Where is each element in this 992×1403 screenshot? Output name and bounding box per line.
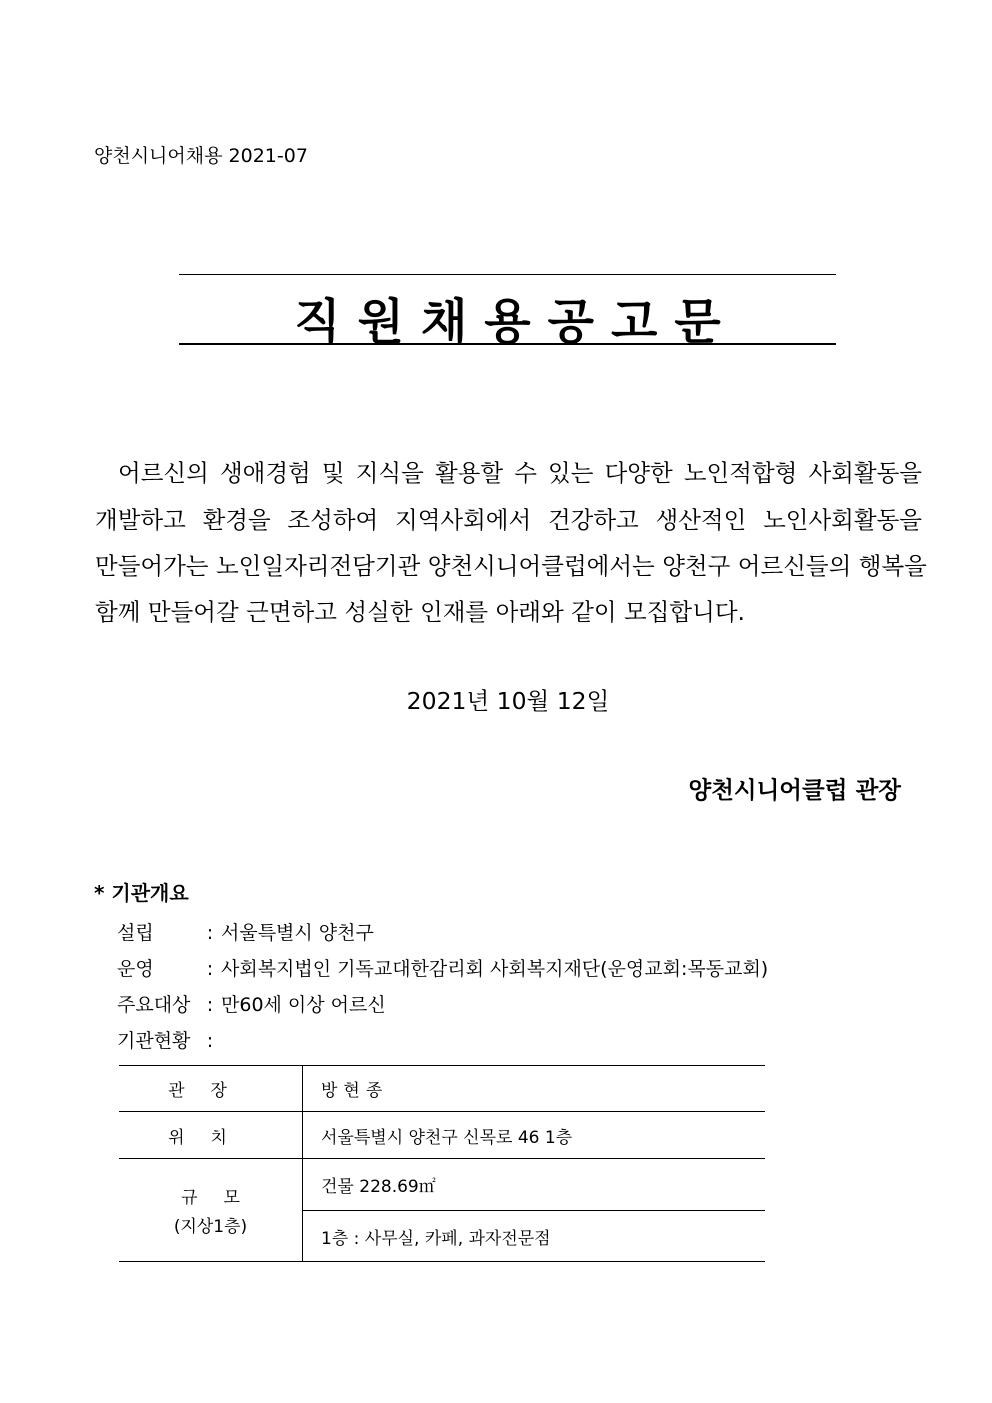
table-key: 위치 <box>119 1112 303 1159</box>
document-title: 직원채용공고문 <box>294 294 738 350</box>
intro-line-4: 함께 만들어갈 근면하고 성실한 인재를 아래와 같이 모집합니다. <box>95 598 745 626</box>
table-row <box>119 1066 765 1112</box>
info-separator: : <box>206 958 214 980</box>
title-bottom-rule <box>179 343 836 345</box>
signature: 양천시니어클럽 관장 <box>688 776 901 804</box>
info-row-status <box>117 1026 221 1053</box>
section-heading: * 기관개요 <box>94 881 189 905</box>
info-value: 만60세 이상 어르신 <box>221 994 386 1016</box>
organization-table <box>119 1065 765 1262</box>
info-label: 운영 <box>117 958 154 980</box>
info-separator: : <box>206 1030 214 1052</box>
info-row-target <box>117 990 386 1017</box>
info-row-established <box>117 918 374 945</box>
info-separator: : <box>206 922 214 944</box>
table-value: 서울특별시 양천구 신목로 46 1층 <box>303 1112 766 1159</box>
info-label: 기관현황 <box>117 1030 191 1052</box>
intro-line-2: 개발하고 환경을 조성하여 지역사회에서 건강하고 생산적인 노인사회활동을 <box>95 506 922 534</box>
info-label: 주요대상 <box>117 994 191 1016</box>
table-value: 건물 228.69㎡ <box>303 1159 766 1211</box>
table-row <box>119 1112 765 1159</box>
announcement-date: 2021년 10월 12일 <box>406 687 610 715</box>
intro-line-1: 어르신의 생애경험 및 지식을 활용할 수 있는 다양한 노인적합형 사회활동을 <box>118 459 922 487</box>
table-key: 관장 <box>119 1066 303 1112</box>
table-key: 규모 (지상1층) <box>119 1159 303 1262</box>
info-value: 사회복지법인 기독교대한감리회 사회복지재단(운영교회:목동교회) <box>221 958 769 980</box>
info-row-operator <box>117 954 768 981</box>
intro-line-3: 만들어가는 노인일자리전담기관 양천시니어클럽에서는 양천구 어르신들의 행복을 <box>95 552 927 580</box>
table-row <box>119 1159 765 1211</box>
table-value: 방현종 <box>303 1066 766 1112</box>
info-value: 서울특별시 양천구 <box>221 922 374 944</box>
table-value: 1층 : 사무실, 카페, 과자전문점 <box>303 1211 766 1262</box>
title-top-rule <box>179 274 836 275</box>
document-number: 양천시니어채용 2021-07 <box>94 145 308 167</box>
info-separator: : <box>206 994 214 1016</box>
info-label: 설립 <box>117 922 154 944</box>
